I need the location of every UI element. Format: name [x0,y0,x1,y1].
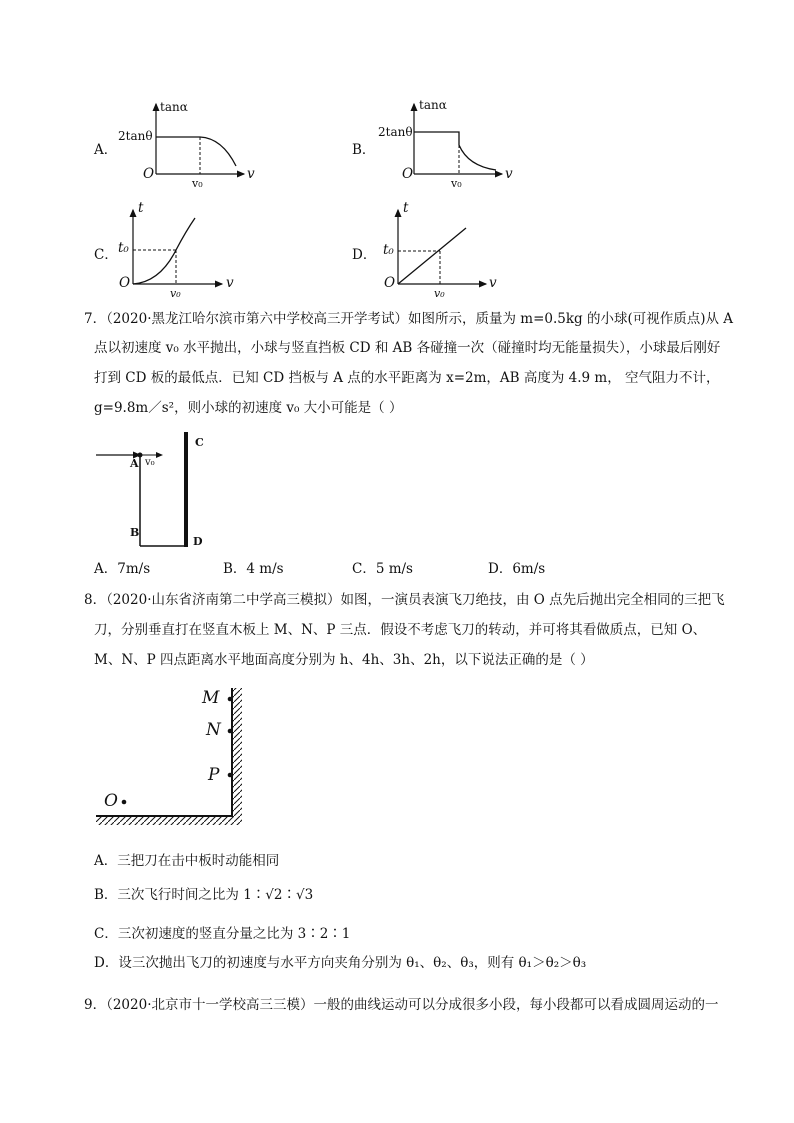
y-tick: t₀ [383,242,394,258]
option-label: C． [94,247,118,263]
point-n [228,729,233,734]
label-o: O [104,791,118,811]
label-p: P [208,765,220,785]
label-n: N [206,720,221,740]
x-tick: v₀ [170,287,181,300]
ground-hatch [96,816,242,825]
point-d-label: D [193,535,203,548]
question-text-line: 打到 CD 板的最低点．已知 CD 挡板与 A 点的水平距离为 x=2m，AB 高度为 4.9 m， 空气阻力不计， [94,370,720,386]
question-text-line: 刀，分别垂直打在竖直木板上 M、N、P 三点．假设不考虑飞刀的转动，并可将其看做质点，已知 O、 [94,622,707,638]
question-text-line: M、N、P 四点距离水平地面高度分别为 h、4h、3h、2h，以下说法正确的是（ ） [94,652,594,668]
y-label: t [403,200,409,216]
option-a: A．7m/s [94,561,151,577]
origin-label: O [384,275,396,291]
x-tick: v₀ [434,287,445,300]
y-label: tanα [419,98,447,112]
y-tick: 2tanθ [378,125,413,139]
origin-label: O [402,166,414,182]
x-label: v [505,166,513,182]
y-tick: t₀ [118,240,129,256]
point-m [228,697,233,702]
option-label: D． [352,247,377,263]
x-label: v [489,275,497,291]
option-label: A． [94,142,118,158]
option-d: D．设三次抛出飞刀的初速度与水平方向夹角分别为 θ₁、θ₂、θ₃，则有 θ₁＞θ₂＞θ₃ [94,955,587,971]
v0-label: v₀ [145,457,155,468]
y-label: tanα [160,100,188,114]
option-c: C．三次初速度的竖直分量之比为 3∶2∶1 [94,926,351,942]
question-text-line: 8．（2020·山东省济南第二中学高三模拟）如图，一演员表演飞刀绝技，由 O 点先后抛出完全相同的三把飞 [84,592,725,608]
question-text-line: 7．（2020·黑龙江哈尔滨市第六中学校高三开学考试）如图所示，质量为 m=0.5kg 的小球(可视作质点)从 A [84,311,734,327]
x-tick: v₀ [192,177,203,190]
label-m: M [202,688,220,708]
question-text-line: 9．（2020·北京市十一学校高三三模）一般的曲线运动可以分成很多小段，每小段都可以看成圆周运动的一 [84,997,719,1013]
y-label: t [138,200,144,216]
point-c-label: C [195,436,204,449]
question-text-line: 点以初速度 v₀ 水平抛出，小球与竖直挡板 CD 和 AB 各碰撞一次（碰撞时均无能量损失），小球最后刚好 [94,340,721,356]
wall-hatch [233,688,242,816]
point-o [122,800,127,805]
option-c: C．5 m/s [352,561,413,577]
option-a: A．三把刀在击中板时动能相同 [94,853,280,869]
question-text-line: g=9.8m／s²，则小球的初速度 v₀ 大小可能是（ ） [94,400,403,416]
origin-label: O [119,275,131,291]
x-label: v [247,166,255,182]
option-label: B． [352,142,376,158]
option-b: B．4 m/s [223,561,284,577]
point-p [228,773,233,778]
y-tick: 2tanθ [118,129,153,143]
x-label: v [226,275,234,291]
point-a-label: A [130,457,139,470]
x-tick: v₀ [451,177,462,190]
point-b-label: B [130,526,140,539]
option-b: B．三次飞行时间之比为 1∶√2∶√3 [94,887,314,903]
option-d: D．6m/s [488,561,546,577]
origin-label: O [143,166,155,182]
